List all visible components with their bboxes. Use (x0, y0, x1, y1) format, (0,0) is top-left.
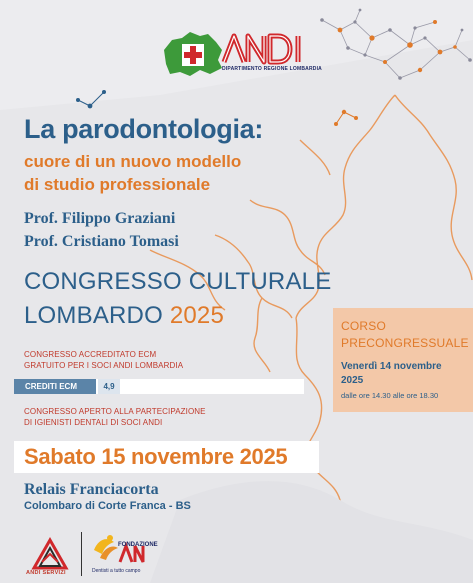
accreditation-line2: GRATUITO PER I SOCI ANDI LOMBARDIA (24, 361, 184, 370)
credits-value: 4,9 (98, 379, 120, 394)
fondazione-label: FONDAZIONE (118, 542, 158, 548)
fondazione-andi-logo-icon (90, 532, 152, 568)
congress-region: LOMBARDO (24, 302, 170, 329)
venue-name: Relais Franciacorta (24, 481, 159, 498)
logo-department-label: DIPARTIMENTO REGIONE LOMBARDIA (222, 66, 322, 72)
credits-label: CREDITI ECM (14, 379, 96, 394)
precourse-date-line1: Venerdì 14 novembre (341, 361, 442, 372)
accreditation-line1: CONGRESSO ACCREDITATO ECM (24, 350, 157, 359)
speaker-graziani: Prof. Filippo Graziani (24, 210, 176, 227)
fondazione-tagline: Dentisti a tutto campo (92, 568, 141, 574)
congress-title-line1: CONGRESSO CULTURALE (24, 268, 332, 295)
page-title: La parodontologia: (24, 114, 264, 144)
hygienists-line2: DI IGIENISTI DENTALI DI SOCI ANDI (24, 418, 163, 427)
precourse-title-line2: PRECONGRESSUALE (341, 336, 469, 350)
venue-address: Colombaro di Corte Franca - BS (24, 500, 191, 512)
page-subtitle-line1: cuore di un nuovo modello (24, 152, 242, 171)
precourse-date-line2: 2025 (341, 375, 364, 386)
page-subtitle-line2: di studio professionale (24, 175, 211, 194)
congress-title-line2 (24, 302, 224, 330)
andi-servizi-label: ANDI SERVIZI (26, 570, 66, 576)
hygienists-line1: CONGRESSO APERTO ALLA PARTECIPAZIONE (24, 407, 206, 416)
footer-divider (81, 532, 82, 576)
molecule-small-right (334, 110, 358, 126)
speaker-tomasi: Prof. Cristiano Tomasi (24, 233, 179, 250)
congress-year: 2025 (169, 302, 225, 329)
event-date: Sabato 15 novembre 2025 (24, 444, 288, 469)
medical-cross-icon (182, 44, 204, 66)
andi-wordmark (224, 36, 298, 62)
precourse-time: dalle ore 14.30 alle ore 18.30 (341, 391, 439, 400)
precourse-title-line1: CORSO (341, 319, 387, 333)
